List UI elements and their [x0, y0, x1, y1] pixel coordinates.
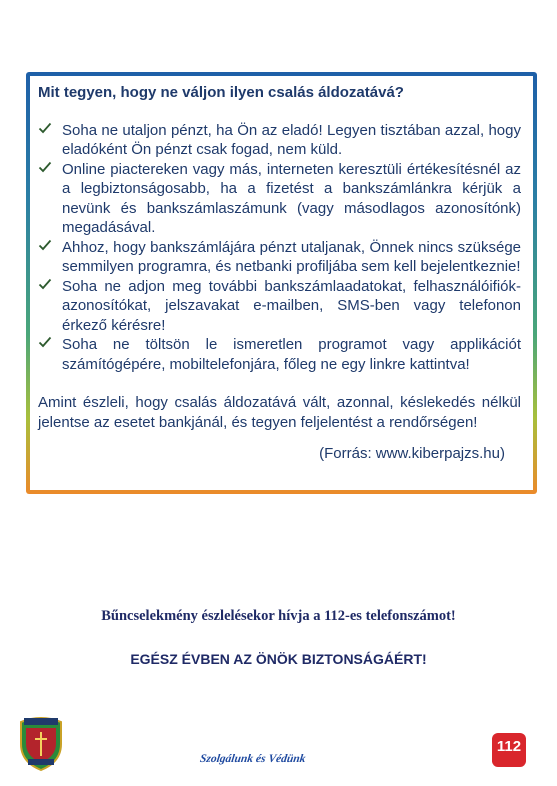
tip-list [38, 121, 521, 375]
police-crest-icon [18, 712, 64, 772]
tip-text: Soha ne adjon meg további bankszámlaadatokat, felhasználóifiók-azonosítókat, jelszavakat e-mailben, SMS-ben vagy telefonon érkező kérésre! [62, 277, 521, 334]
tip-text: Online piactereken vagy más, interneten keresztüli értékesítésnél az a legbiztonságosabb, ha a fizetést a bankszámlánkra kérjük a nevünk és bankszámlaszámunk (vagy másodlagos azonosítónk) megadásával. [62, 160, 521, 236]
tips-box-content [30, 76, 533, 490]
tip-item [38, 160, 521, 238]
check-mark-icon [38, 277, 62, 297]
tip-item [38, 121, 521, 160]
tip-text: Soha ne töltsön le ismeretlen programot vagy applikációt számítógépére, mobiltelefonjára, főleg ne egy linkre kattintva! [62, 336, 521, 373]
closing-paragraph: Amint észleli, hogy csalás áldozatává vált, azonnal, késlekedés nélkül jelentse az esetet bankjánál, és tegyen feljelentést a rendőrségen! [38, 394, 521, 431]
tip-text: Ahhoz, hogy bankszámlájára pénzt utaljanak, Önnek nincs szüksége semmilyen programra, és netbanki profiljába sem kell bejelentkeznie! [62, 238, 521, 275]
footer-motto: Szolgálunk és Védünk [199, 753, 307, 765]
tip-text: Soha ne utaljon pénzt, ha Ön az eladó! Legyen tisztában azzal, hogy eladóként Ön pénzt csak fogad, nem küld. [62, 121, 521, 158]
tips-box [26, 72, 537, 494]
check-mark-icon [38, 160, 62, 180]
check-mark-icon [38, 335, 62, 355]
source-citation: (Forrás: www.kiberpajzs.hu) [319, 445, 505, 462]
tip-item [38, 238, 521, 277]
emergency-call-line: Bűncselekmény észlelésekor hívja a 112-es telefonszámot! [101, 608, 456, 624]
tip-item [38, 335, 521, 374]
slogan: EGÉSZ ÉVBEN AZ ÖNÖK BIZTONSÁGÁÉRT! [130, 651, 427, 667]
emergency-number-badge: 112 [492, 733, 526, 767]
check-mark-icon [38, 121, 62, 141]
tips-box-title: Mit tegyen, hogy ne váljon ilyen csalás áldozatává? [38, 84, 404, 101]
tip-item [38, 277, 521, 336]
check-mark-icon [38, 238, 62, 258]
